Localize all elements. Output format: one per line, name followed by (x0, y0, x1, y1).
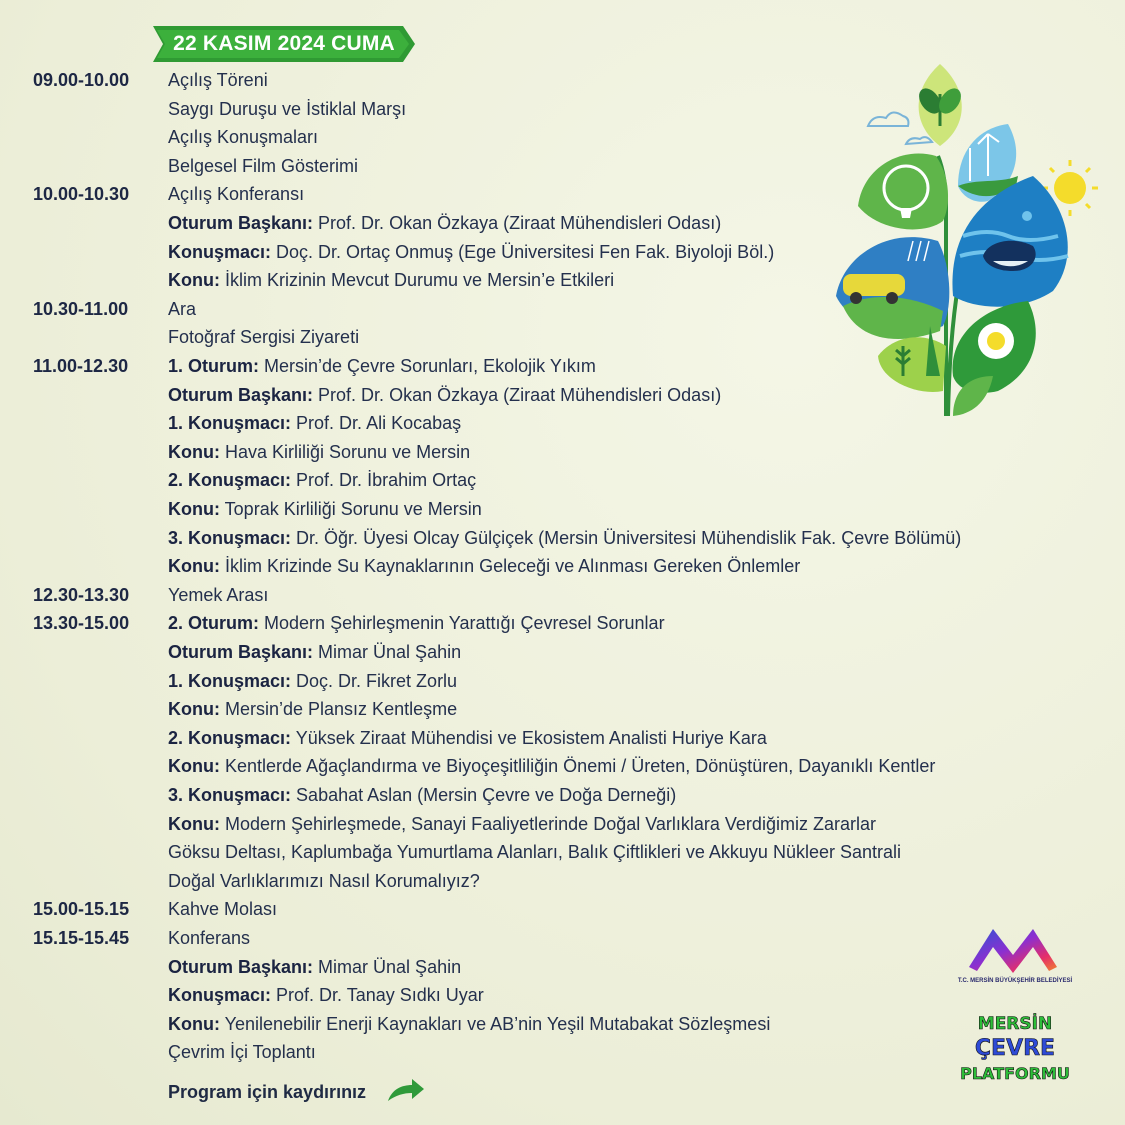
program-text (168, 466, 476, 494)
program-text (168, 1010, 770, 1038)
program-text (168, 581, 268, 609)
right-arrow-icon (386, 1077, 426, 1105)
item-text: Modern Şehirleşmenin Yarattığı Çevresel Sorunlar (264, 613, 665, 634)
program-text (168, 352, 596, 380)
item-text: Fotoğraf Sergisi Ziyareti (168, 327, 360, 348)
role-label: Konu: (168, 499, 220, 519)
program-text (168, 381, 721, 409)
role-label: 1. Oturum: (168, 356, 260, 376)
item-text: Prof. Dr. Ali Kocabaş (296, 413, 462, 434)
role-label: 1. Konuşmacı: (168, 413, 292, 434)
program-text (168, 495, 482, 523)
item-text: Prof. Dr. Okan Özkaya (Ziraat Mühendisleri Odası) (318, 384, 722, 405)
item-text: Mimar Ünal Şahin (318, 642, 462, 662)
item-text: Prof. Dr. Okan Özkaya (Ziraat Mühendisleri Odası) (318, 213, 722, 233)
item-text: Yenilenebilir Enerji Kaynakları ve AB’nin Yeşil Mutabakat Sözleşmesi (224, 1013, 771, 1034)
program-text (168, 981, 484, 1009)
role-label: Konu: (168, 756, 220, 777)
program-text (168, 323, 359, 351)
time-slot: 15.00-15.15 (33, 899, 130, 920)
program-text (168, 409, 461, 437)
item-text: Belgesel Film Gösterimi (168, 155, 359, 176)
logo-caption: T.C. MERSİN BÜYÜKŞEHİR BELEDİYESİ (957, 978, 1073, 984)
program-text (168, 295, 196, 323)
item-text: Açılış Konuşmaları (168, 127, 319, 148)
program-text (168, 695, 457, 723)
item-text: Yemek Arası (168, 584, 269, 605)
time-slot: 11.00-12.30 (33, 356, 129, 376)
item-text: Toprak Kirliliği Sorunu ve Mersin (224, 499, 482, 519)
role-label: Oturum Başkanı: (168, 642, 314, 662)
platform-line-2: ÇEVRE (974, 1036, 1056, 1061)
role-label: 2. Konuşmacı: (168, 470, 292, 491)
program-text (168, 1038, 316, 1066)
program-text (168, 209, 721, 237)
program-text (168, 609, 665, 637)
role-label: Oturum Başkanı: (168, 384, 314, 405)
item-text: Açılış Töreni (168, 70, 268, 90)
item-text: İklim Krizinde Su Kaynaklarının Geleceği ve Alınması Gereken Önlemler (225, 556, 801, 577)
program-text (168, 152, 358, 180)
program-text (168, 781, 676, 809)
time-slot: 10.00-10.30 (33, 184, 130, 205)
program-text (168, 838, 901, 866)
role-label: Konuşmacı: (168, 985, 272, 1006)
item-text: Çevrim İçi Toplantı (168, 1042, 316, 1063)
role-label: 2. Oturum: (168, 613, 260, 634)
time-slot: 10.30-11.00 (33, 298, 129, 319)
platform-line-3: PLATFORMU (960, 1064, 1070, 1083)
program-text (168, 752, 935, 780)
item-text: Doğal Varlıklarımızı Nasıl Korumalıyız? (168, 870, 480, 891)
time-slot: 13.30-15.00 (33, 613, 130, 634)
item-text: Doç. Dr. Ortaç Onmuş (Ege Üniversitesi Fen Fak. Biyoloji Böl.) (276, 241, 775, 262)
item-text: Dr. Öğr. Üyesi Olcay Gülçiçek (Mersin Üniversitesi Mühendislik Fak. Çevre Bölümü) (296, 527, 962, 548)
item-text: Mimar Ünal Şahin (318, 956, 462, 977)
program-text (168, 66, 268, 94)
platform-line-1: MERSİN (977, 1014, 1053, 1034)
program-text (168, 95, 406, 123)
role-label: 1. Konuşmacı: (168, 670, 292, 691)
program-text (168, 123, 318, 151)
program-text (168, 266, 614, 294)
item-text: Göksu Deltası, Kaplumbağa Yumurtlama Alanları, Balık Çiftlikleri ve Akkuyu Nükleer Santrali (168, 842, 901, 863)
item-text: Saygı Duruşu ve İstiklal Marşı (168, 98, 407, 119)
time-slot: 09.00-10.00 (33, 70, 130, 90)
role-label: 2. Konuşmacı: (168, 727, 292, 748)
item-text: Mersin’de Çevre Sorunları, Ekolojik Yıkım (264, 356, 596, 376)
item-text: İklim Krizinin Mevcut Durumu ve Mersin’e Etkileri (225, 270, 615, 291)
role-label: Konuşmacı: (168, 241, 272, 262)
item-text: Prof. Dr. İbrahim Ortaç (296, 470, 477, 491)
program-text (168, 238, 774, 266)
role-label: Konu: (168, 813, 220, 834)
time-slot: 12.30-13.30 (33, 584, 130, 605)
program-text (168, 524, 961, 552)
role-label: Konu: (168, 441, 220, 462)
item-text: Kentlerde Ağaçlandırma ve Biyoçeşitliliğin Önemi / Üreten, Dönüştüren, Dayanıklı Kentler (225, 756, 936, 777)
item-text: Kahve Molası (168, 899, 278, 920)
item-text: Doç. Dr. Fikret Zorlu (296, 670, 458, 691)
program-text (168, 552, 800, 580)
program-text (168, 924, 250, 952)
role-label: Oturum Başkanı: (168, 956, 314, 977)
role-label: 3. Konuşmacı: (168, 785, 292, 805)
program-text (168, 438, 470, 466)
time-slot: 15.15-15.45 (33, 928, 130, 948)
item-text: Yüksek Ziraat Mühendisi ve Ekosistem Analisti Huriye Kara (295, 727, 767, 748)
item-text: Hava Kirliliği Sorunu ve Mersin (225, 441, 471, 462)
item-text: Mersin’de Plansız Kentleşme (225, 699, 458, 720)
role-label: Konu: (168, 556, 220, 577)
program-text (168, 724, 767, 752)
date-banner-text: 22 KASIM 2024 CUMA (173, 32, 395, 55)
item-text: Konferans (168, 928, 251, 948)
eco-tree-illustration (818, 56, 1108, 426)
role-label: 3. Konuşmacı: (168, 527, 292, 548)
role-label: Oturum Başkanı: (168, 213, 314, 233)
role-label: Konu: (168, 699, 220, 720)
program-text (168, 953, 461, 981)
item-text: Prof. Dr. Tanay Sıdkı Uyar (276, 985, 484, 1006)
role-label: Konu: (168, 270, 220, 291)
program-text (168, 667, 457, 695)
program-text (168, 180, 304, 208)
role-label: Konu: (168, 1013, 220, 1034)
item-text: Modern Şehirleşmede, Sanayi Faaliyetlerinde Doğal Varlıklara Verdiğimiz Zararlar (225, 813, 876, 834)
scroll-hint: Program için kaydırınız (168, 1082, 367, 1102)
program-text (168, 810, 876, 838)
item-text: Ara (168, 298, 197, 319)
date-banner (153, 24, 415, 64)
program-text (168, 867, 480, 895)
item-text: Sabahat Aslan (Mersin Çevre ve Doğa Derneği) (296, 785, 677, 805)
program-text (168, 895, 277, 923)
item-text: Açılış Konferansı (168, 184, 305, 205)
program-text (168, 638, 461, 666)
